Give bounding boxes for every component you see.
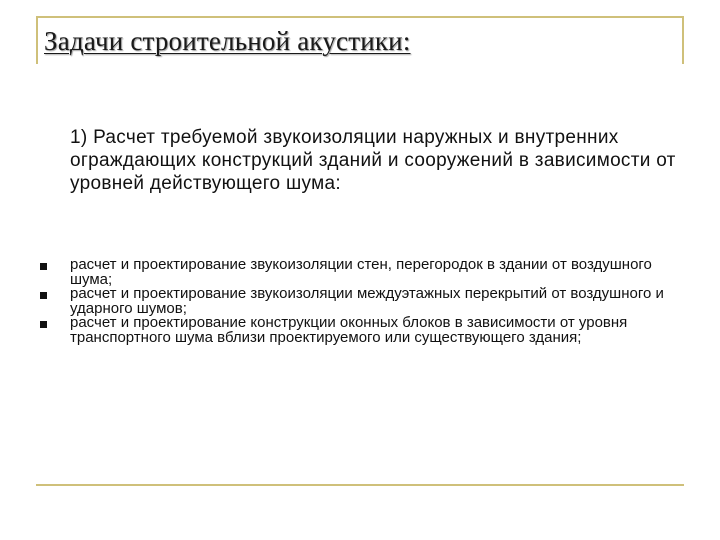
slide-title: Задачи строительной акустики: — [44, 26, 411, 56]
bullet-text: расчет и проектирование звукоизоляции стен, перегородок в здании от воздушного шума; — [70, 256, 652, 288]
square-bullet-icon — [40, 263, 47, 270]
lead-paragraph: 1) Расчет требуемой звукоизоляции наружных и внутренних ограждающих конструкций зданий и сооружений в зависимости от уровней действующего шума: — [70, 127, 676, 194]
bullet-list — [40, 258, 690, 345]
square-bullet-icon — [40, 321, 47, 328]
title-frame-left-line — [36, 16, 38, 64]
title-frame-top-line — [36, 16, 682, 18]
bullet-item — [40, 258, 690, 287]
bullet-item — [40, 316, 690, 345]
bullet-item — [40, 287, 690, 316]
bullet-text: расчет и проектирование конструкции оконных блоков в зависимости от уровня транспортного шума вблизи проектируемого или существующего здания; — [70, 314, 628, 346]
title-frame-right-line — [682, 16, 684, 64]
bottom-divider — [36, 484, 684, 486]
bullet-text: расчет и проектирование звукоизоляции междуэтажных перекрытий от воздушного и ударного шумов; — [70, 285, 664, 317]
square-bullet-icon — [40, 292, 47, 299]
